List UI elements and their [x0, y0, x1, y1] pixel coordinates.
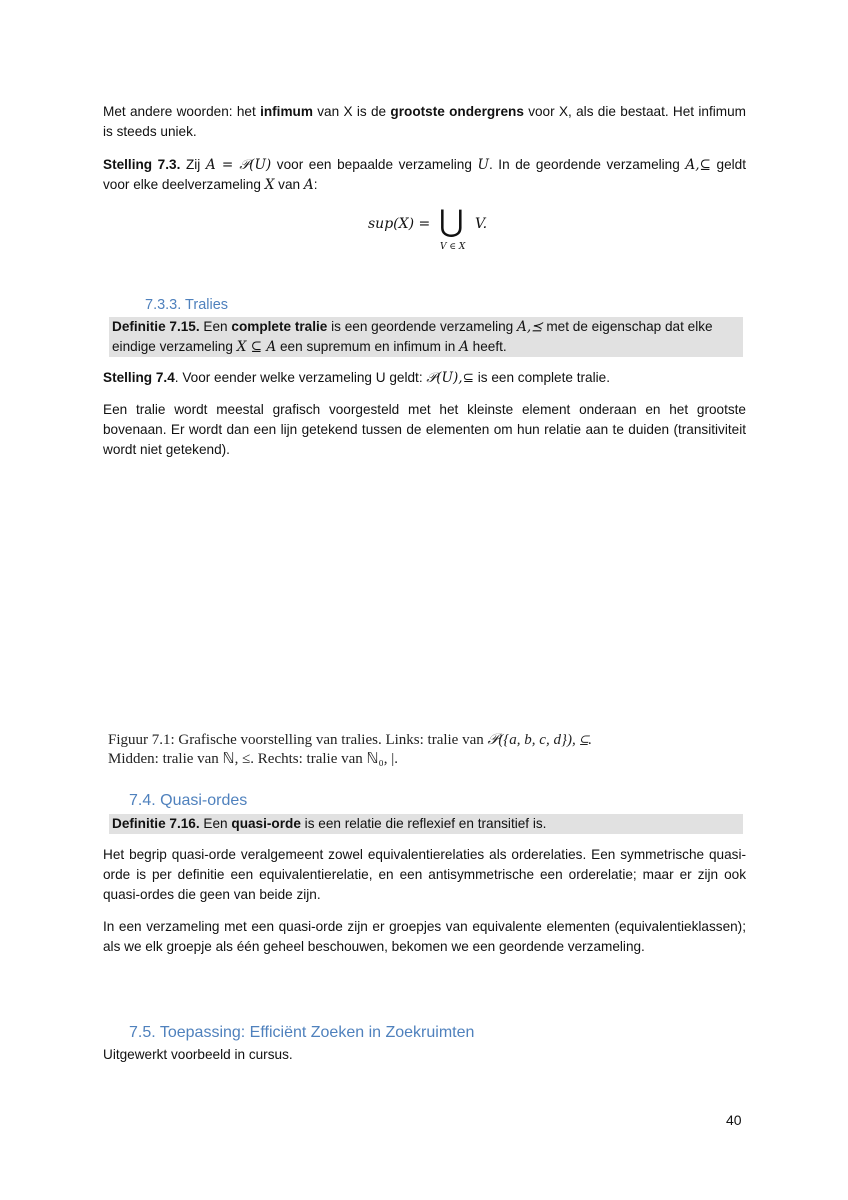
figure-caption [108, 731, 708, 769]
caption-line-2: Midden: tralie van ℕ, ≤. Rechts: tralie van ℕ₀, |. [108, 751, 399, 767]
text: Figuur 7.1: Grafische voorstelling van tralies. Links: tralie van [108, 732, 488, 748]
math: U [477, 157, 489, 173]
formula-subscript: V ∈ X [440, 242, 466, 252]
math: X [264, 177, 275, 193]
text: Zij [180, 157, 206, 172]
paragraph-uitgewerkt: Uitgewerkt voorbeeld in cursus. [103, 1047, 293, 1062]
paragraph-tralie-grafisch: Een tralie wordt meestal grafisch voorgesteld met het kleinste element onderaan en het grootste bovenaan. Er wordt dan een lijn getekend tussen de elementen om hun relatie aan te duiden (transitiviteit wordt niet getekend). [103, 402, 746, 457]
formula-rhs: V. [475, 216, 488, 232]
text: is een geordende verzameling [327, 319, 518, 334]
text: Een [199, 319, 232, 334]
stelling-label: Stelling 7.4 [103, 370, 175, 385]
term-complete-tralie: complete tralie [231, 319, 328, 334]
term-grootste-ondergrens: grootste ondergrens [390, 104, 524, 119]
text: : [313, 177, 318, 192]
text: een supremum en infimum in [276, 339, 460, 354]
text: voor een bepaalde verzameling [271, 157, 478, 172]
section-heading-7-4: 7.4. Quasi-ordes [129, 792, 248, 809]
math: A = 𝒫(U) [205, 157, 272, 173]
text: ⊆ is een complete tralie. [462, 370, 610, 385]
paragraph-quasi-orde: Het begrip quasi-orde veralgemeent zowel equivalentierelaties als orderelaties. Een symmetrische quasi-orde is per definitie een equivalentierelatie, en een antisymmetrische een orderelatie; maar er zijn ook quasi-ordes die geen van beide zijn. [103, 847, 746, 902]
math: A,⊆ [685, 157, 711, 173]
figure-tralies [0, 465, 848, 725]
math: 𝒫({a, b, c, d}), ⊆. [487, 732, 592, 748]
text: Een [199, 816, 232, 831]
definitie-label: Definitie 7.15. [112, 319, 200, 334]
section-heading-7-3-3: 7.3.3. Tralies [145, 297, 229, 313]
text: van X is de [312, 104, 391, 119]
text: voor X, als die bestaat. Het infimum is steeds uniek. [103, 104, 746, 139]
math: A [459, 339, 469, 355]
math: A [303, 177, 314, 193]
formula-lhs: sup(X) = [368, 216, 431, 232]
stelling-label: Stelling 7.3. [103, 157, 181, 172]
union-symbol: ⋃ [439, 204, 464, 239]
section-heading-7-5: 7.5. Toepassing: Efficiënt Zoeken in Zoekruimten [129, 1024, 475, 1041]
definitie-7-15 [109, 317, 743, 357]
paragraph-equivalentieklassen: In een verzameling met een quasi-orde zijn er groepjes van equivalente elementen (equivalentieklassen); als we elk groepje als één geheel beschouwen, bekomen we een geordende verzameling. [103, 919, 746, 954]
math: 𝒫(U), [426, 370, 463, 386]
caption-line-1 [108, 731, 708, 750]
text: . Voor eender welke verzameling U geldt: [174, 370, 427, 385]
text: Met andere woorden: het [103, 104, 261, 119]
math: X ⊆ A [236, 339, 277, 355]
stelling-7-4 [103, 368, 746, 388]
text: . In de geordende verzameling [488, 157, 686, 172]
text: geldt voor elke deelverzameling [103, 157, 746, 192]
stelling-7-3 [103, 155, 746, 195]
text: is een relatie die reflexief en transitief is. [300, 816, 547, 831]
text: met de eigenschap dat elke eindige verzameling [112, 319, 713, 354]
term-quasi-orde: quasi-orde [231, 816, 301, 831]
paragraph-infimum [103, 102, 746, 142]
definitie-7-16 [109, 814, 743, 834]
page-number: 40 [726, 1112, 742, 1128]
text: van [274, 177, 304, 192]
text: heeft. [468, 339, 507, 354]
definitie-label: Definitie 7.16. [112, 816, 200, 831]
math: A,⪯ [517, 319, 543, 335]
term-infimum: infimum [260, 104, 313, 119]
formula-supremum [368, 204, 508, 260]
